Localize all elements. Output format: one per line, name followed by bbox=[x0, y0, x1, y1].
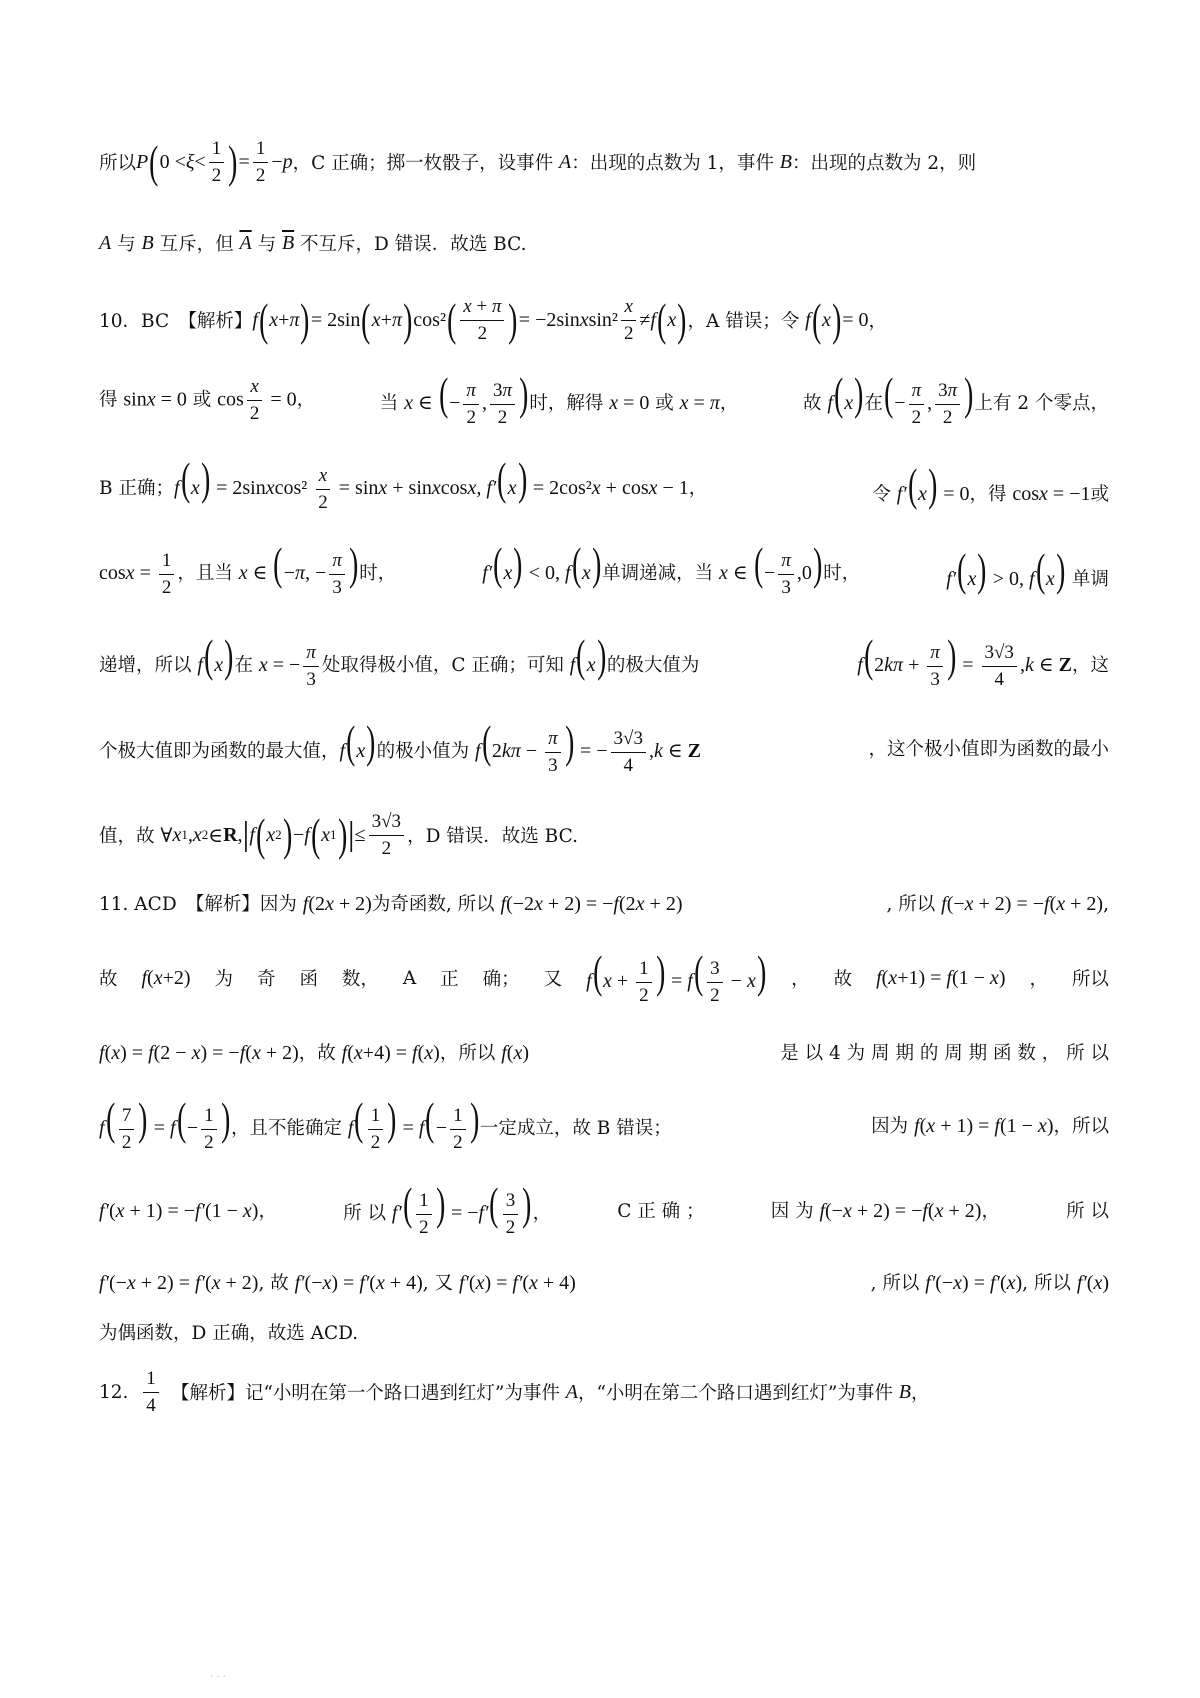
line-14: f′(x + 1) = −f′(1 − x)， 所 以 f′( $\frac{1}{2}$ ) = −f′( $\frac{3}{2}$ )， C 正 确 ； 因 为 f(−x + 2) = −f(x + 2)， 所 以 bbox=[99, 1178, 1109, 1238]
line-8: 个极大值即为函数的最大值，f(x)的极小值为 f(2kπ − $\frac{\pi}{3}$ ) = − $\frac{3√3}{4}$ ,k ∈ Z ，这个极小值即为函数的最小 bbox=[99, 716, 1109, 776]
line-7: 递增，所以 f(x)在 x = − $\frac{\pi}{3}$ 处取得极小值，C 正确；可知 f(x)的极大值为 f(2kπ + $\frac{\pi}{3}$ ) = $\frac{3√3}{4}$ ,k ∈ Z，这 bbox=[99, 630, 1109, 690]
line-13: f( $\frac{7}{2}$ ) = f(− $\frac{1}{2}$ )，且不能确定 f( $\frac{1}{2}$ ) = f(− $\frac{1}{2}$ )一定成立，故 B 错误； 因为 f(x + 1) = f(1 − x)，所以 bbox=[99, 1093, 1109, 1153]
line-12: f(x) = f(2 − x) = −f(x + 2)，故 f(x+4) = f(x)，所以 f(x) 是 以 4 为 周 期 的 周 期 函 数 ， 所 以 bbox=[99, 1042, 1109, 1064]
line-10: 11. ACD 【解析】因为 f(2x + 2)为奇函数, 所以 f(−2x + 2) = −f(2x + 2) , 所以 f(−x + 2) = −f(x + 2), bbox=[99, 893, 1109, 915]
line-4: 得 sinx = 0 或 cos $\frac{x}{2}$ = 0， 当 x ∈ (− $\frac{\pi}{2}$ , $\frac{3\pi}{2}$ )时，解得 x = 0 或 x = π， 故 f(x)在(− $\frac{\pi}{2}$ , $\frac{3\pi}{2}$ )上有 2 个零点， bbox=[99, 368, 1109, 428]
line-5: B 正确；f(x) = 2sinxcos² $\frac{x}{2}$ = sinx + sinxcosx, f′(x) = 2cos²x + cosx − 1， 令 f′(x) = 0，得 cosx = −1或 bbox=[99, 453, 1109, 513]
line-1: 所以 P ( 0 < ξ < $\frac{1}{2}$ ) = $\frac{1}{2}$ − p ，C 正确；掷一枚骰子，设事件 A ：出现的点数为 1，事件 B ：出现的点数为 2，则 bbox=[99, 136, 977, 187]
line-2: A 与 B 互斥，但 $\overline{A}$ 与 $\overline{B}$ 不互斥，D 错误．故选 BC. bbox=[99, 231, 527, 255]
line-6: cosx = $\frac{1}{2}$ ，且当 x ∈ (−π, − $\frac{\pi}{3}$ )时， f′(x) < 0, f(x)单调递减，当 x ∈ (− $\frac{\pi}{3}$ ,0)时， f′(x) > 0, f(x) 单调 bbox=[99, 538, 1109, 598]
line-15: f′(−x + 2) = f′(x + 2), 故 f′(−x) = f′(x + 4), 又 f′(x) = f′(x + 4) , 所以 f′(−x) = f′(x), 所以 f′(x) bbox=[99, 1272, 1109, 1294]
line-9: 值，故 ∀ x 1 , x 2 ∈ R , | f ( x 2 ) − f ( x 1 ) | ≤ $\frac{3√3}{2}$ ，D 错误．故选 BC. bbox=[99, 809, 578, 860]
footer-mark: · · · bbox=[210, 1672, 226, 1683]
line-16: 为偶函数，D 正确，故选 ACD. bbox=[99, 1323, 359, 1344]
line-17: 12. $\frac{1}{4}$ 【解析】记“小明在第一个路口遇到红灯”为事件 A ，“小明在第二个路口遇到红灯”为事件 B ， bbox=[99, 1367, 930, 1416]
line-11: 故 f(x+2) 为 奇 函 数， A 正 确； 又 f(x + $\frac{1}{2}$ ) = f( $\frac{3}{2}$ − x) ， 故 f(x+1) = f(1 − x) ， 所以 bbox=[99, 946, 1109, 1006]
line-3: 10．BC 【解析】 f ( x + π ) = 2sin ( x + π ) cos² ( $\frac{x + \pi}{2}$ ) = −2sin x sin² $\frac{x}{2}$ ≠ f ( x ) ，A 错误；令 f ( x ) = 0 ， bbox=[99, 294, 888, 345]
